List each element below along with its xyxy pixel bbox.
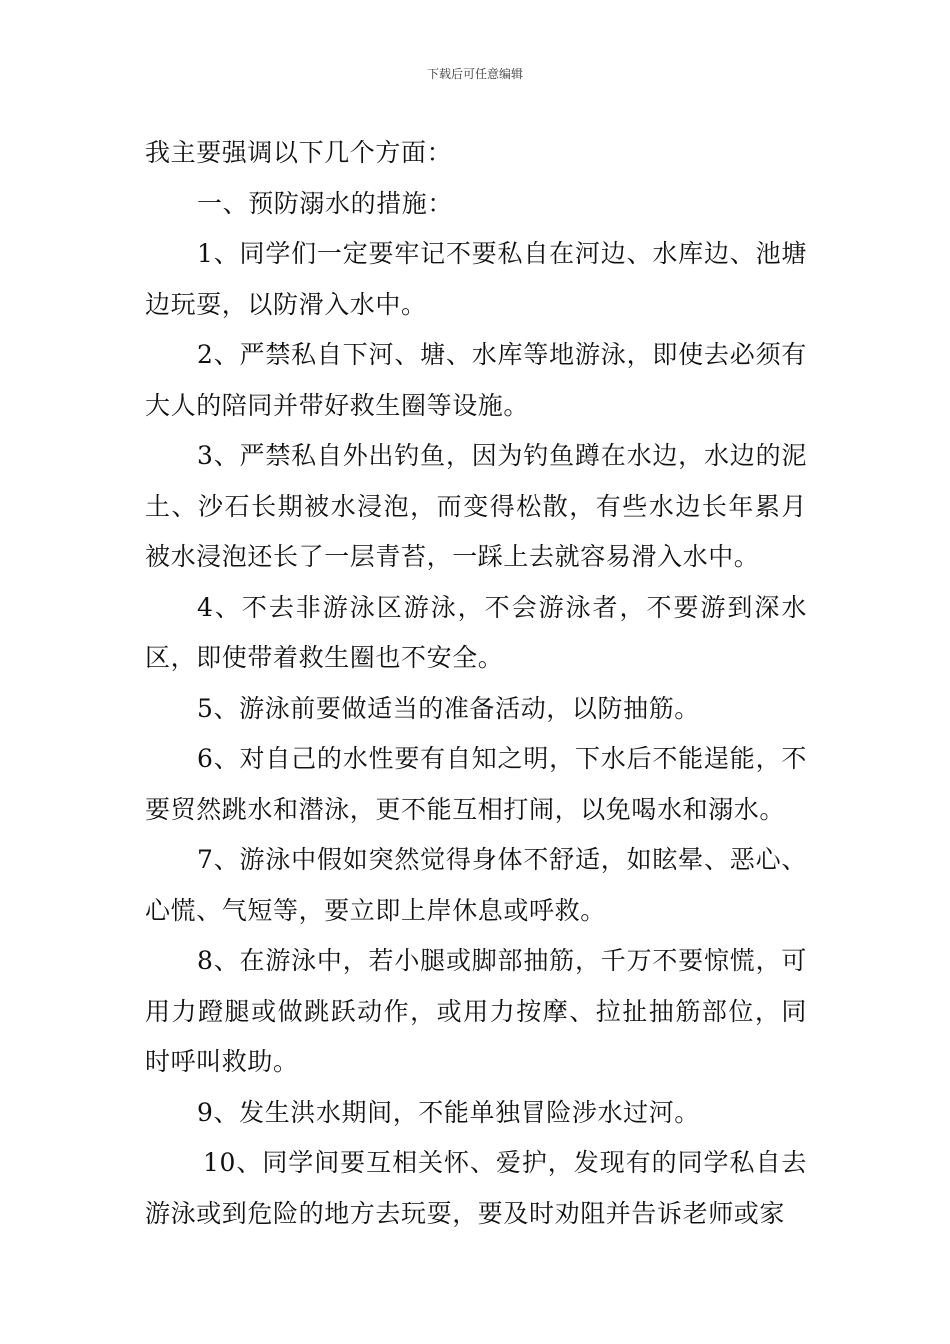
list-item-9: 9、发生洪水期间，不能单独冒险涉水过河。 bbox=[197, 1097, 700, 1127]
list-item-5: 5、游泳前要做适当的准备活动，以防抽筋。 bbox=[197, 693, 700, 723]
list-item-4: 4、不去非游泳区游泳，不会游泳者，不要游到深水区，即使带着救生圈也不安全。 bbox=[145, 592, 807, 672]
list-item-10: 10、同学间要互相关怀、爱护，发现有的同学私自去游泳或到危险的地方去玩耍，要及时劝阻并告诉老师或家 bbox=[145, 1148, 807, 1228]
intro-paragraph: 我主要强调以下几个方面： bbox=[145, 138, 453, 167]
document-body bbox=[145, 128, 807, 1239]
list-item-2: 2、严禁私自下河、塘、水库等地游泳，即使去必须有大人的陪同并带好救生圈等设施。 bbox=[145, 340, 807, 420]
list-item-6: 6、对自己的水性要有自知之明，下水后不能逞能，不要贸然跳水和潜泳，更不能互相打闹，以免喝水和溺水。 bbox=[145, 744, 807, 824]
list-item-1: 1、同学们一定要牢记不要私自在河边、水库边、池塘边玩耍，以防滑入水中。 bbox=[145, 239, 807, 319]
page-header: 下载后可任意编辑 bbox=[426, 67, 523, 81]
section-heading: 一、预防溺水的措施： bbox=[197, 188, 454, 218]
list-item-8: 8、在游泳中，若小腿或脚部抽筋，千万不要惊慌，可用力蹬腿或做跳跃动作，或用力按摩、拉扯抽筋部位，同时呼叫救助。 bbox=[145, 946, 807, 1076]
list-item-7: 7、游泳中假如突然觉得身体不舒适，如眩晕、恶心、心慌、气短等，要立即上岸休息或呼救。 bbox=[145, 845, 807, 925]
list-item-3: 3、严禁私自外出钓鱼，因为钓鱼蹲在水边，水边的泥土、沙石长期被水浸泡，而变得松散，有些水边长年累月被水浸泡还长了一层青苔，一踩上去就容易滑入水中。 bbox=[145, 441, 807, 571]
